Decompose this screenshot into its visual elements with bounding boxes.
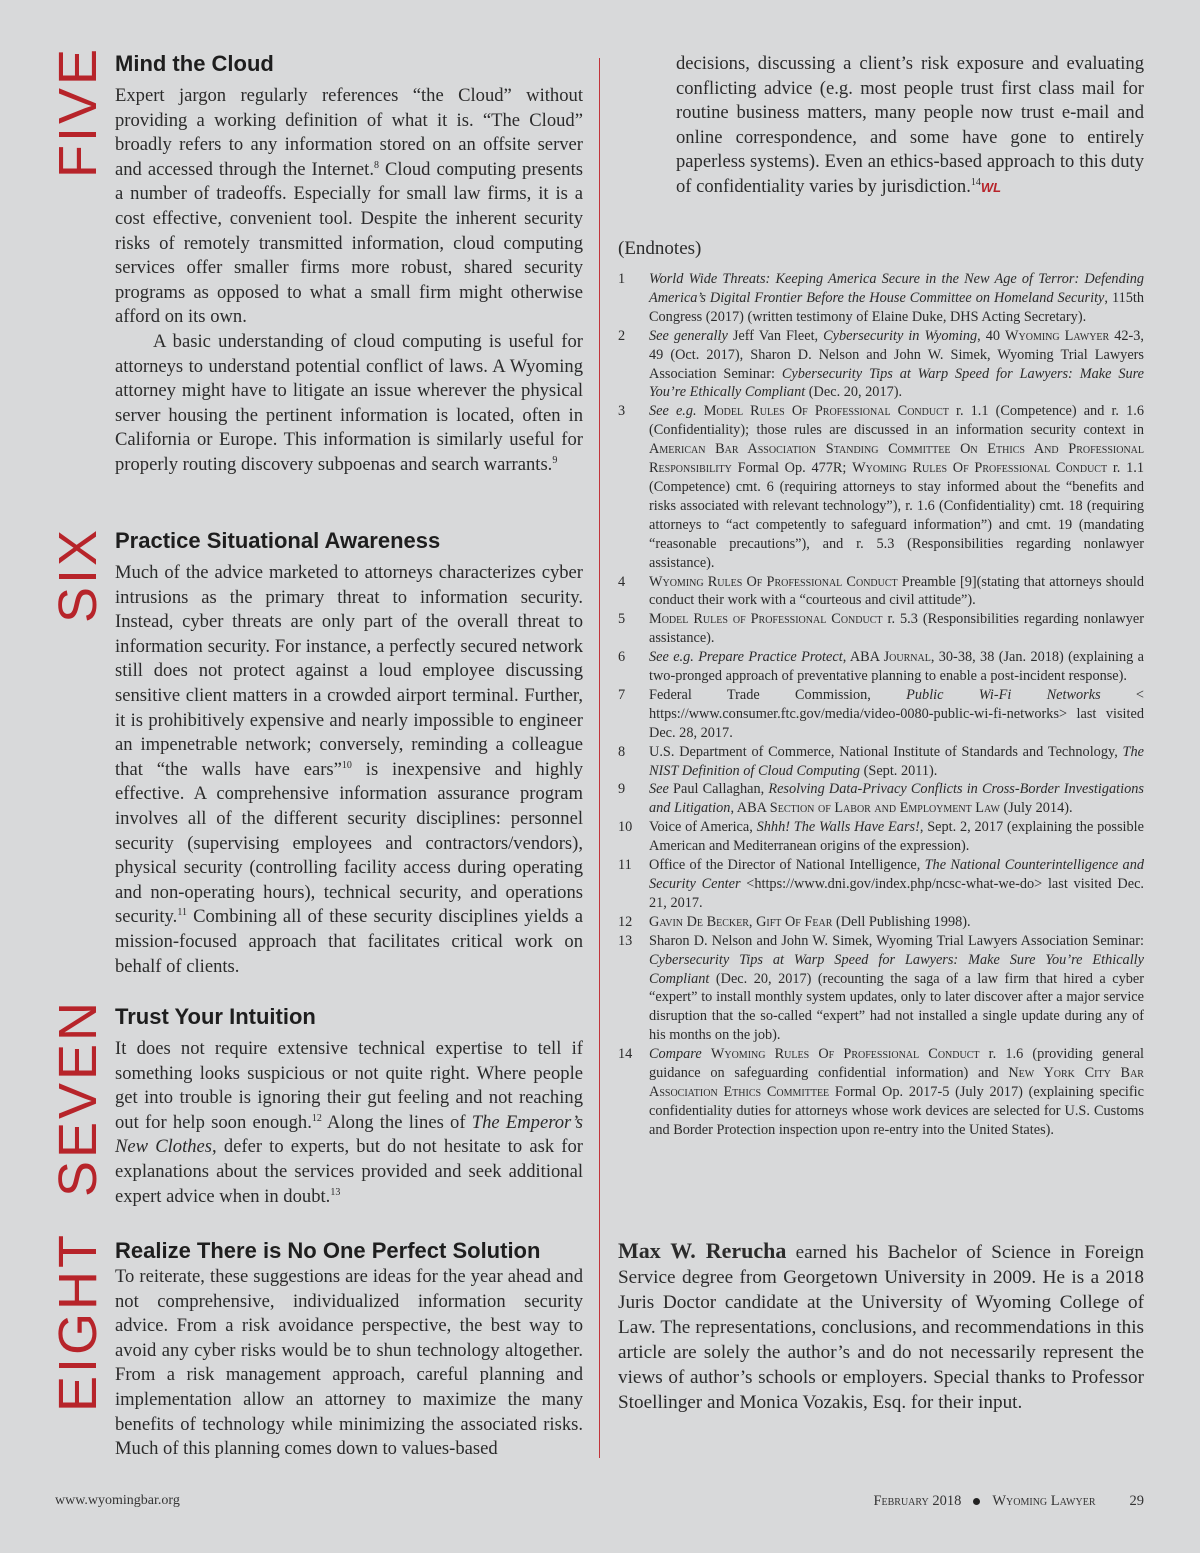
paragraph: A basic understanding of cloud computing is useful for attorneys to understand potential conflict of laws. A Wyoming attorney might have to litigate an issue wherever the physical server housing the pertinent information is located, often in California or Europe. This information is similarly useful for properly routing discovery subpoenas and search warrants.$^9$: [115, 330, 583, 475]
endnote-number: 7: [618, 686, 626, 703]
endnote-text: See e.g. Model Rules Of Professional Conduct r. 1.1 (Competence) and r. 1.6 (Confidentiality); those rules are discussed in an information security context in American Bar Association Standing Committee On Ethics And Professional Responsibility Formal Op. 477R; Wyoming Rules Of Professional Conduct r. 1.1 (Competence) cmt. 6 (requiring attorneys to stay informed about the “benefits and risks associated with relevant technology”), r. 1.6 (Confidentiality) cmt. 18 (requiring attorneys to “act competently to safeguard information”) and cmt. 19 (mandating “reasonable precautions”), and r. 5.3 (Responsibilities regarding nonlawyer assistance).: [649, 403, 1144, 571]
endnote-text: Office of the Director of National Intelligence, The National Counterintelligence and Security Center <https://www.dni.gov/index.php/ncsc-what-we-do> last visited Dec. 21, 2017.: [649, 857, 1145, 911]
endnote-item: [618, 818, 1144, 856]
paragraph: It does not require extensive technical expertise to tell if something looks suspicious or not quite right. Where people get into trouble is ignoring their gut feeling and not reaching out for help soon enough.$^{12}$ Along the lines of The Emperor’s New Clothes, defer to experts, but do not hesitate to ask for explanations about the services provided and seek additional expert advice when in doubt.$^{13}$: [115, 1038, 583, 1207]
page-number: 29: [1129, 1493, 1144, 1509]
endnote-number: 3: [618, 403, 626, 420]
endnote-number: 13: [618, 932, 633, 949]
endnote-item: [618, 402, 1144, 572]
section-seven: [115, 1003, 583, 1209]
paragraph: Much of the advice marketed to attorneys characterizes cyber intrusions as the primary threat to information security. Instead, cyber threats are only part of the overall threat to information security. For instance, a perfectly secured network still does not protect against a loud employee discussing sensitive client matters in a crowded airport terminal. Further, it is prohibitively expensive and nearly impossible to engineer an impenetrable network; conversely, reminding a colleague that “the walls have ears”$^{10}$ is inexpensive and highly effective. A comprehensive information assurance program involves all of the different security disciplines: personnel security (supervising employees and contractors/vendors), physical security (controlling facility access during operating and non-operating hours), technical security, and operations security.$^{11}$ Combining all of these security disciplines yields a mission-focused approach that facilitates critical work on behalf of clients.: [115, 562, 583, 977]
section-title: Practice Situational Awareness: [115, 528, 441, 553]
section-title: Realize There is No One Perfect Solution: [115, 1238, 541, 1263]
column-divider: [599, 58, 600, 1458]
endnote-text: World Wide Threats: Keeping America Secure in the New Age of Terror: Defending America’s Digital Frontier Before the House Committee on Homeland Security, 115th Congress (2017) (written testimony of Elaine Duke, DHS Acting Secretary).: [649, 271, 1144, 325]
endnote-number: 4: [618, 573, 626, 590]
endnote-number: 11: [618, 857, 632, 874]
endnote-number: 6: [618, 649, 626, 666]
end-mark: WL: [980, 179, 1002, 195]
endnote-item: [618, 573, 1144, 611]
endnote-text: See generally Jeff Van Fleet, Cybersecurity in Wyoming, 40 Wyoming Lawyer 42-3, 49 (Oct. 2017), Sharon D. Nelson and John W. Simek, Wyoming Trial Lawyers Association Seminar: Cybersecurity Tips at Warp Speed for Lawyers: Make Sure You’re Ethically Compliant (Dec. 20, 2017).: [649, 327, 1144, 401]
continued-paragraph: decisions, discussing a client’s risk exposure and evaluating conflicting advice (e.g. most people trust first class mail for routine business matters, many people now trust e-mail and online correspondence, and some have gone to entirely paperless systems). Even an ethics-based approach to this duty of confidentiality varies by jurisdiction.$^{14}$WL: [676, 53, 1144, 197]
endnote-item: [618, 1045, 1144, 1140]
endnote-number: 1: [618, 271, 626, 287]
author-bio: Max W. Rerucha earned his Bachelor of Science in Foreign Service degree from Georgetown University in 2009. He is a 2018 Juris Doctor candidate at the University of Wyoming College of Law. The representations, conclusions, and recommendations in this article are solely the author’s and do not necessarily represent the views of author’s schools or employers. Special thanks to Professor Stoellinger and Monica Vozakis, Esq. for their input.: [618, 1238, 1145, 1413]
section-numeral-seven: SEVEN: [48, 998, 109, 1198]
footer-date: February 2018: [873, 1493, 962, 1509]
endnote-number: 9: [618, 781, 626, 798]
endnote-text: U.S. Department of Commerce, National Institute of Standards and Technology, The NIST Definition of Cloud Computing (Sept. 2011).: [649, 743, 1144, 779]
endnote-item: [618, 856, 1144, 913]
section-title: Trust Your Intuition: [115, 1004, 316, 1029]
section-numeral-five: FIVE: [48, 45, 108, 179]
endnote-number: 14: [618, 1046, 633, 1063]
endnote-text: See Paul Callaghan, Resolving Data-Privacy Conflicts in Cross-Border Investigations and Litigation, ABA Section of Labor and Employment Law (July 2014).: [649, 781, 1144, 817]
endnote-item: [618, 780, 1144, 818]
section-eight: [115, 1237, 583, 1462]
endnote-item: [618, 610, 1144, 648]
section-six: [115, 527, 583, 979]
footer-info: [873, 1493, 1144, 1510]
bullet-icon: [973, 1498, 980, 1505]
endnote-item: [618, 327, 1144, 403]
section-five: [115, 50, 583, 478]
endnote-text: Federal Trade Commission, Public Wi-Fi Networks < https://www.consumer.ftc.gov/media/video-0080-public-wi-fi-networks> last visited Dec. 28, 2017.: [649, 686, 1144, 741]
endnote-number: 2: [618, 327, 626, 344]
section-numeral-eight: EIGHT: [48, 1231, 109, 1413]
endnote-item: [618, 270, 1144, 327]
endnote-text: See e.g. Prepare Practice Protect, ABA Journal, 30-38, 38 (Jan. 2018) (explaining a two-pronged approach of preventative planning to enable a post-incident response).: [649, 649, 1144, 685]
paragraph: To reiterate, these suggestions are ideas for the year ahead and not comprehensive, individualized information security advice. From a risk avoidance perspective, the best way to avoid any cyber risks would be to shun technology altogether. From a risk management approach, careful planning and implementation allow an attorney to maximize the many benefits of technology while minimizing the associated risks. Much of this planning comes down to values-based: [115, 1266, 583, 1460]
endnote-text: Voice of America, Shhh! The Walls Have Ears!, Sept. 2, 2017 (explaining the possible American and Mediterranean origins of the expression).: [649, 819, 1144, 855]
endnote-item: [618, 648, 1144, 686]
endnotes-title: (Endnotes): [618, 238, 702, 259]
endnote-item: [618, 686, 1144, 743]
footer-url: www.wyomingbar.org: [55, 1493, 180, 1508]
endnote-text: Gavin De Becker, Gift Of Fear (Dell Publishing 1998).: [649, 913, 971, 930]
endnote-item: [618, 932, 1144, 1045]
endnotes-list: [618, 270, 1144, 1140]
endnote-text: Compare Wyoming Rules Of Professional Conduct r. 1.6 (providing general guidance on safeguarding confidential information) and New York City Bar Association Ethics Committee Formal Op. 2017-5 (July 2017) (explaining specific confidentiality duties for attorneys whose work devices are selected for U.S. Customs and Border Protection inspection upon re-entry into the United States).: [649, 1046, 1145, 1138]
section-numeral-six: SIX: [48, 526, 109, 624]
section-title: Mind the Cloud: [115, 51, 274, 76]
endnote-number: 5: [618, 611, 626, 628]
endnote-number: 8: [618, 743, 626, 760]
author-name: Max W. Rerucha: [618, 1238, 787, 1263]
endnote-text: Wyoming Rules Of Professional Conduct Preamble [9](stating that attorneys should conduct their work with a “courteous and civil attitude”).: [649, 573, 1144, 609]
endnote-item: [618, 913, 1144, 932]
endnote-number: 12: [618, 913, 633, 930]
paragraph: Expert jargon regularly references “the Cloud” without providing a working definition of what it is. “The Cloud” broadly refers to any information stored on an offsite server and accessed through the Internet.$^8$ Cloud computing presents a number of tradeoffs. Especially for small law firms, it is a cost effective, convenient tool. Despite the inherent security risks of remotely transmitted information, cloud computing services offer smaller firms more robust, shared security programs as opposed to what a small firm might otherwise afford on its own.: [115, 85, 583, 328]
endnote-text: Model Rules of Professional Conduct r. 5.3 (Responsibilities regarding nonlawyer assistance).: [649, 611, 1144, 647]
endnote-item: [618, 743, 1144, 781]
endnote-number: 10: [618, 819, 633, 836]
endnote-text: Sharon D. Nelson and John W. Simek, Wyoming Trial Lawyers Association Seminar: Cybersecurity Tips at Warp Speed for Lawyers: Make Sure You’re Ethically Compliant (Dec. 20, 2017) (recounting the saga of a law firm that hired a cyber “expert” to install monthly system updates, only to later discover after a major service disruption that the so-called “expert” had not installed a single update during any of his months on the job).: [649, 932, 1144, 1044]
footer-publication: Wyoming Lawyer: [992, 1493, 1096, 1509]
